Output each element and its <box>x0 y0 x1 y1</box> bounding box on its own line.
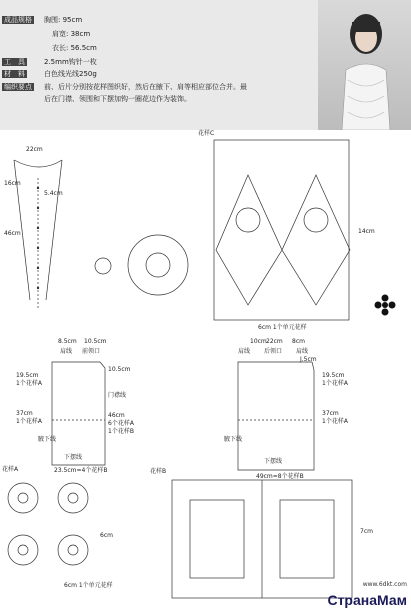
back-top-3: 8cm <box>292 338 305 345</box>
watermark-site: СтранаМам <box>327 592 407 608</box>
pattern-b-size: 7cm <box>360 528 373 535</box>
back-right-1b: 1个花样A <box>322 380 348 387</box>
large-flower-motif <box>128 235 188 295</box>
button-spacing-label: 5.4cm <box>44 190 63 197</box>
pattern-c-diamonds <box>216 175 350 305</box>
back-top-5: 后领口 <box>264 348 283 355</box>
flower-ornament <box>375 295 396 316</box>
front-door-line: 门襟线 <box>108 392 127 399</box>
spec-size-line1: 胸围: 95cm <box>44 16 83 24</box>
front-left-1: 19.5cm <box>16 372 39 379</box>
back-top-2: 22cm <box>266 338 283 345</box>
pattern-c-unit: 6cm 1个单元花样 <box>258 324 307 331</box>
pattern-a-size: 6cm <box>100 532 113 539</box>
back-right-1: 19.5cm <box>322 372 345 379</box>
panel-length-label: 46cm <box>4 230 21 237</box>
spec-tool: 工 具 <box>4 58 25 66</box>
front-right-3: 6个花样A <box>108 420 134 427</box>
front-top-2: 10.5cm <box>84 338 107 345</box>
front-right-4: 1个花样B <box>108 428 134 435</box>
front-hem: 下摆线 <box>64 454 83 461</box>
spec-tool-value: 2.5mm钩针一枚 <box>44 58 97 66</box>
front-piece-outline <box>52 362 105 465</box>
watermark-url: www.6dkt.com <box>362 581 407 588</box>
front-neck-shoulder: 肩线 <box>60 348 73 355</box>
strap-length-label: 16cm <box>4 180 21 187</box>
pattern-a-motifs <box>8 483 88 565</box>
spec-size: 成品规格 <box>4 16 32 24</box>
pattern-b-title: 花样B <box>150 468 167 475</box>
back-top-1: 10cm <box>250 338 267 345</box>
spec-size-line2: 肩宽: 38cm <box>52 30 91 38</box>
front-right-1: 10.5cm <box>108 366 131 373</box>
spec-method-line2: 后在门襟、领围和下摆加钩一圈花边作为装饰。 <box>44 95 191 103</box>
front-neck-label: 前领口 <box>82 348 101 355</box>
small-motif <box>95 258 111 274</box>
pattern-a-title: 花样A <box>2 466 19 473</box>
back-armpit: 腋下线 <box>224 436 243 443</box>
front-left-2b: 1个花样A <box>16 418 42 425</box>
front-left-1b: 1个花样A <box>16 380 42 387</box>
back-top-4: 肩线 <box>238 348 251 355</box>
front-top-1: 8.5cm <box>58 338 77 345</box>
spec-method: 编织要点 <box>4 83 32 91</box>
back-top-6: 肩线 <box>296 348 309 355</box>
pattern-a-unit: 6cm 1个单元花样 <box>64 582 113 589</box>
spec-material: 材 料 <box>4 70 25 78</box>
back-j: J.5cm <box>300 356 317 363</box>
pattern-c-block <box>214 140 349 320</box>
neck-width-label: 22cm <box>26 146 43 153</box>
pattern-c-title: 花样C <box>198 130 215 137</box>
spec-size-line3: 衣长: 56.5cm <box>52 44 97 52</box>
back-right-2: 37cm <box>322 410 339 417</box>
neck-strap-shape <box>14 160 62 167</box>
spec-method-line1: 前、后片分别按花样图织好，然后在腋下、肩等相应部位合并。最 <box>44 83 247 91</box>
back-bottom-width: 49cm=8个花样B <box>256 473 304 480</box>
front-left-2: 37cm <box>16 410 33 417</box>
pattern-c-height: 14cm <box>358 228 375 235</box>
front-armpit: 腋下线 <box>38 436 57 443</box>
back-hem: 下摆线 <box>264 458 283 465</box>
back-piece-outline <box>238 362 314 470</box>
back-right-2b: 1个花样A <box>322 418 348 425</box>
spec-material-value: 白色线光线250g <box>44 70 97 78</box>
front-bottom-width: 23.5cm=4个花样B <box>54 467 108 474</box>
front-right-2: 46cm <box>108 412 125 419</box>
